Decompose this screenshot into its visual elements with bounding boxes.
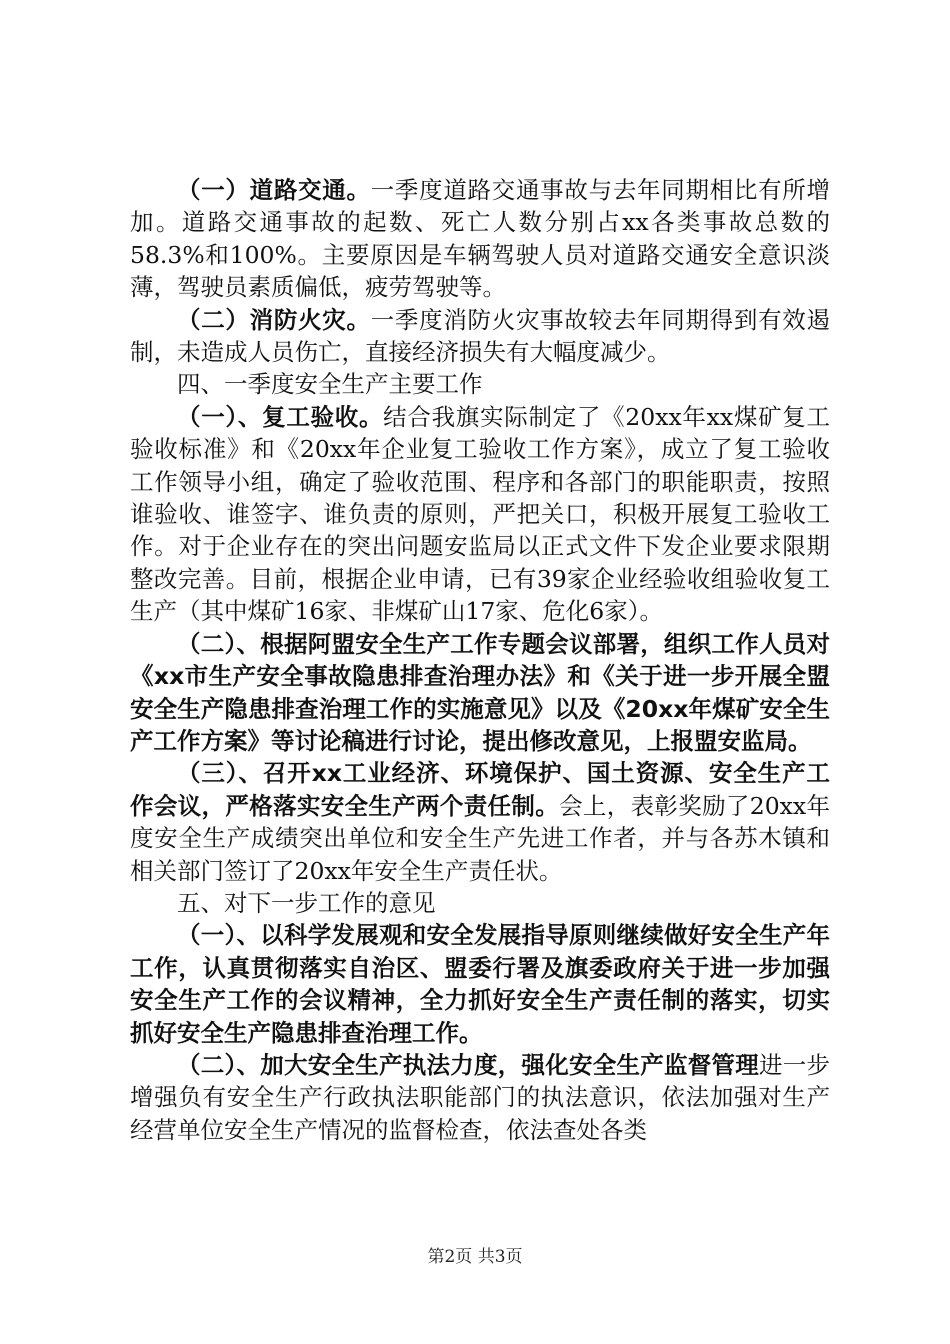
paragraph-meeting-deployment — [130, 628, 830, 758]
paragraph-lead: （一）、以科学发展观和安全发展指导原则继续做好安全生产年工作，认真贯彻落实自治区、盟委行署及旗委政府关于进一步加强安全生产工作的会议精神，全力抓好安全生产责任制的落实，切实抓好安全生产隐患排查治理工作。 — [130, 921, 830, 1047]
paragraph-lead: （二）、加大安全生产执法力度，强化安全生产监督管理 — [177, 1050, 759, 1079]
paragraph-lead: （三）、召开xx工业经济、环境保护、国土资源、安全生产工作会议，严格落实安全生产两个责任制。 — [130, 759, 830, 820]
document-body — [130, 174, 830, 1146]
section-heading-5: 五、对下一步工作的意见 — [177, 888, 436, 917]
paragraph-road-traffic — [130, 174, 830, 304]
paragraph-lead: （一）道路交通。 — [177, 176, 371, 204]
paragraph-work-conference — [130, 757, 830, 887]
section-heading-4: 四、一季度安全生产主要工作 — [177, 370, 483, 399]
paragraph-text: 结合我旗实际制定了《20xx年xx煤矿复工验收标准》和《20xx年企业复工验收工作方案》，成立了复工验收工作领导小组，确定了验收范围、程序和各部门的职能职责，按照谁验收、谁签字、谁负责的原则，严把关口，积极开展复工验收工作。对于企业存在的突出问题安监局以正式文件下发企业要求限期整改完善。目前，根据企业申请，已有39家企业经验收组验收复工生产（其中煤矿16家、非煤矿山17家、危化6家）。 — [130, 402, 830, 626]
page-footer: 第2页 共3页 — [427, 1247, 523, 1267]
paragraph-lead: （二）、根据阿盟安全生产工作专题会议部署，组织工作人员对《xx市生产安全事故隐患排查治理办法》和《关于进一步开展全盟安全生产隐患排查治理工作的实施意见》以及《20xx年煤矿安全生产工作方案》等讨论稿进行讨论，提出修改意见，上报盟安监局。 — [130, 629, 830, 755]
paragraph-fire — [130, 304, 830, 369]
paragraph-lead: （一）、复工验收。 — [177, 402, 384, 431]
paragraph-scientific-development — [130, 919, 830, 1049]
paragraph-text: 会上，表彰奖励了20xx年度安全生产成绩突出单位和安全生产先进工作者，并与各苏木镇和相关部门签订了20xx年安全生产责任状。 — [130, 791, 830, 885]
paragraph-resumption-acceptance — [130, 401, 830, 628]
paragraph-text: 一季度消防火灾事故较去年同期得到有效遏制，未造成人员伤亡，直接经济损失有大幅度减少。 — [130, 305, 831, 367]
paragraph-law-enforcement — [130, 1049, 830, 1146]
paragraph-text: 进一步增强负有安全生产行政执法职能部门的执法意识，依法加强对生产经营单位安全生产情况的监督检查，依法查处各类 — [130, 1050, 830, 1144]
paragraph-text: 一季度道路交通事故与去年同期相比有所增加。道路交通事故的起数、死亡人数分别占xx各类事故总数的58.3%和100%。主要原因是车辆驾驶人员对道路交通安全意识淡薄，驾驶员素质偏低，疲劳驾驶等。 — [130, 176, 831, 302]
paragraph-lead: （二）消防火灾。 — [177, 305, 371, 334]
